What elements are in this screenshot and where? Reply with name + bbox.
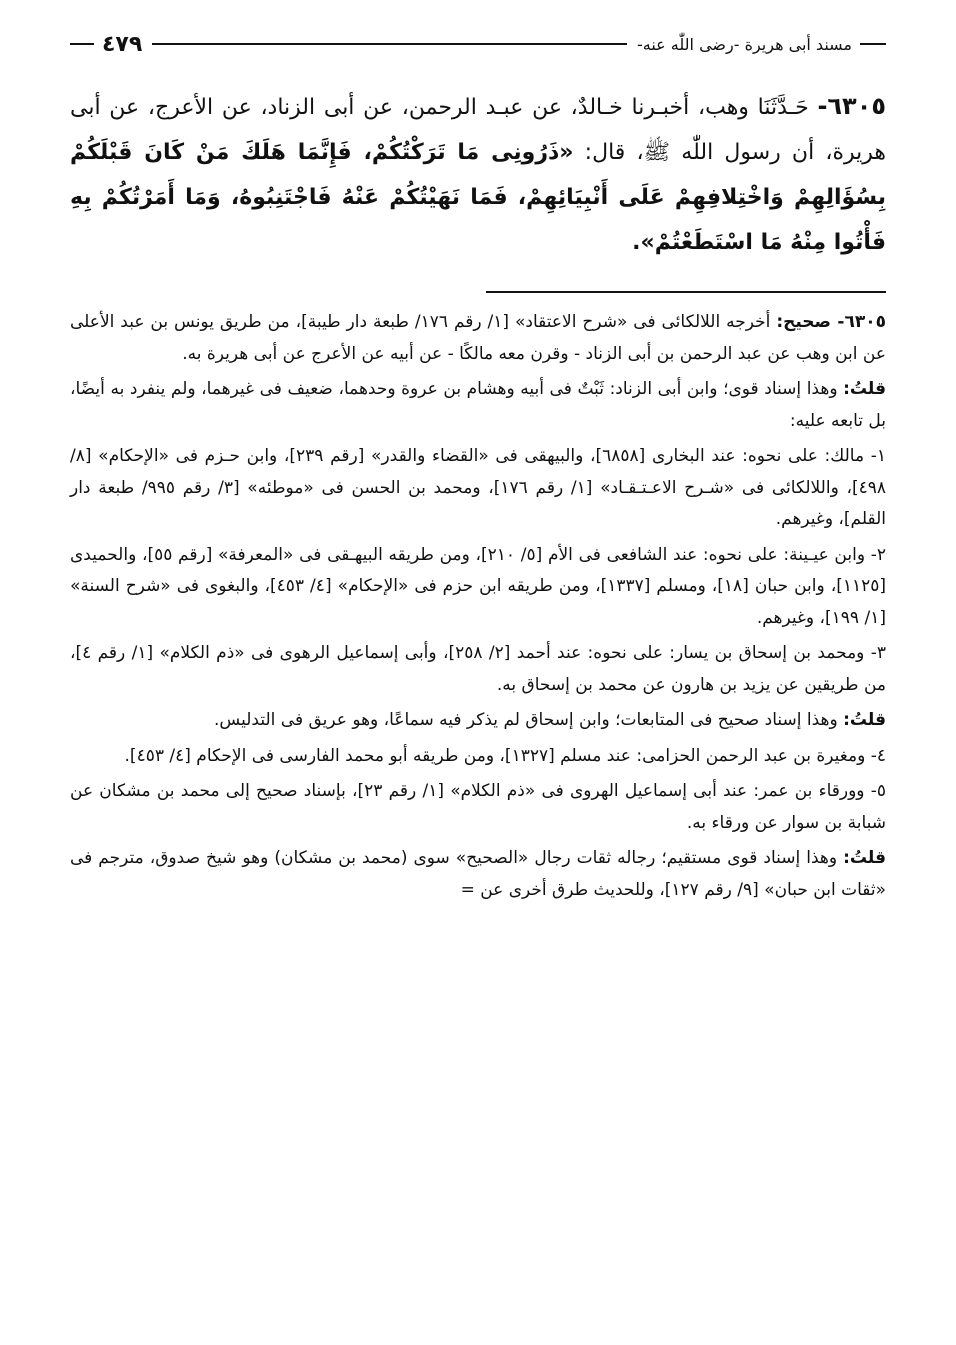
footnote-paragraph <box>70 843 886 906</box>
footnote-paragraph <box>70 441 886 536</box>
footnote-text: وهذا إسناد صحيح فى المتابعات؛ وابن إسحاق لم يذكر فيه سماعًا، وهو عريق فى التدليس. <box>214 710 844 730</box>
footnote-paragraph <box>70 307 886 370</box>
page <box>70 22 886 910</box>
footnote-text: ٥- وورقاء بن عمر: عند أبى إسماعيل الهروى فى «ذم الكلام» [١/ رقم ٢٣]، بإسناد صحيح إلى محمد بن مشكان عن شبابة بن سوار عن ورقاء به. <box>70 781 887 833</box>
footnote-lead: قلتُ: <box>843 848 886 868</box>
page-header <box>70 22 886 66</box>
hadith-isnad: حَـدَّثَنَا وهب، أخبـرنا خـالدٌ، عن عبـد الرحمن، عن أبى الزناد، عن الأعرج، عن أبى هريرة، أن رسول اللّٰه ﷺ، قال: <box>70 95 886 165</box>
running-title: مسند أبى هريرة -رضى اللّٰه عنه- <box>636 34 852 54</box>
footnote-lead: قلتُ: <box>843 710 886 730</box>
page-number: ٤٧٩ <box>102 31 143 57</box>
footnote-lead: قلتُ: <box>843 379 886 399</box>
footnote-text: ١- مالك: على نحوه: عند البخارى [٦٨٥٨]، والبيهقى فى «القضاء والقدر» [رقم ٢٣٩]، وابن حـزم فى «الإحكام» [٨/ ٤٩٨]، واللالكائى فى «شـرح الاعـتـقـاد» [١/ رقم ١٧٦]، ومحمد بن الحسن فى «موطئه» [٣/ رقم ٩٩٥/ طبعة دار القلم]، وغيرهم. <box>70 446 887 529</box>
hadith-number: ٦٣٠٥- <box>817 92 886 120</box>
footnote-lead: ٦٣٠٥- صحيح: <box>776 312 886 332</box>
footnotes <box>70 307 886 906</box>
footnote-text: ٤- ومغيرة بن عبد الرحمن الحزامى: عند مسلم [١٣٢٧]، ومن طريقه أبو محمد الفارسى فى الإحكام [٤/ ٤٥٣]. <box>124 745 886 766</box>
header-dash <box>860 43 886 45</box>
footnote-divider <box>486 291 886 293</box>
footnote-text: ٣- ومحمد بن إسحاق بن يسار: على نحوه: عند أحمد [٢/ ٢٥٨]، وأبى إسماعيل الرهوى فى «ذم الكلام» [١/ رقم ٤]، من طريقين عن يزيد بن هارون عن محمد بن إسحاق به. <box>70 643 887 695</box>
footnote-paragraph <box>70 540 886 635</box>
footnote-paragraph <box>70 374 886 437</box>
footnote-text: أخرجه اللالكائى فى «شرح الاعتقاد» [١/ رقم ١٧٦/ طبعة دار طيبة]، من طريق يونس بن عبد الأعلى عن ابن وهب عن عبد الرحمن بن أبى الزناد - وقرن معه مالكًا - عن أبيه عن الأعرج عن أبى هريرة به. <box>70 312 886 364</box>
footnote-paragraph <box>70 776 886 839</box>
header-rule <box>152 43 627 45</box>
header-dash-end <box>70 43 94 45</box>
footnote-paragraph <box>70 638 886 701</box>
footnote-text: وهذا إسناد قوى؛ وابن أبى الزناد: ثَبْتٌ فى أبيه وهشام بن عروة وحدهما، ضعيف فى غيرهما، ولم ينفرد به أيضًا، بل تابعه عليه: <box>70 379 886 431</box>
footnote-text: وهذا إسناد قوى مستقيم؛ رجاله ثقات رجال «الصحيح» سوى (محمد بن مشكان) وهو شيخ صدوق، مترجم فى «ثقات ابن حبان» [٩/ رقم ١٢٧]، وللحديث طرق أخرى عن = <box>70 848 886 900</box>
footnote-paragraph <box>70 705 886 737</box>
footnote-text: ٢- وابن عيـينة: على نحوه: عند الشافعى فى الأم [٥/ ٢١٠]، ومن طريقه البيهـقى فى «المعرفة» [رقم ٥٥]، والحميدى [١١٢٥]، وابن حبان [١٨]، ومسلم [١٣٣٧]، ومن طريقه ابن حزم فى «الإحكام» [٤/ ٤٥٣]، والبغوى فى «شرح السنة» [١/ ١٩٩]، وغيرهم. <box>70 544 887 628</box>
hadith-matn: «ذَرُونِى مَا تَرَكْتُكُمْ، فَإِنَّمَا هَلَكَ مَنْ كَانَ قَبْلَكُمْ بِسُؤَالِهِمْ وَاخْتِلافِهِمْ عَلَى أَنْبِيَائِهِمْ، فَمَا نَهَيْتُكُمْ عَنْهُ فَاجْتَنِبُوهُ، وَمَا أَمَرْتُكُمْ بِهِ فَأْتُوا مِنْهُ مَا اسْتَطَعْتُمْ». <box>70 140 886 255</box>
hadith-text <box>70 84 886 265</box>
footnote-paragraph <box>70 741 886 773</box>
